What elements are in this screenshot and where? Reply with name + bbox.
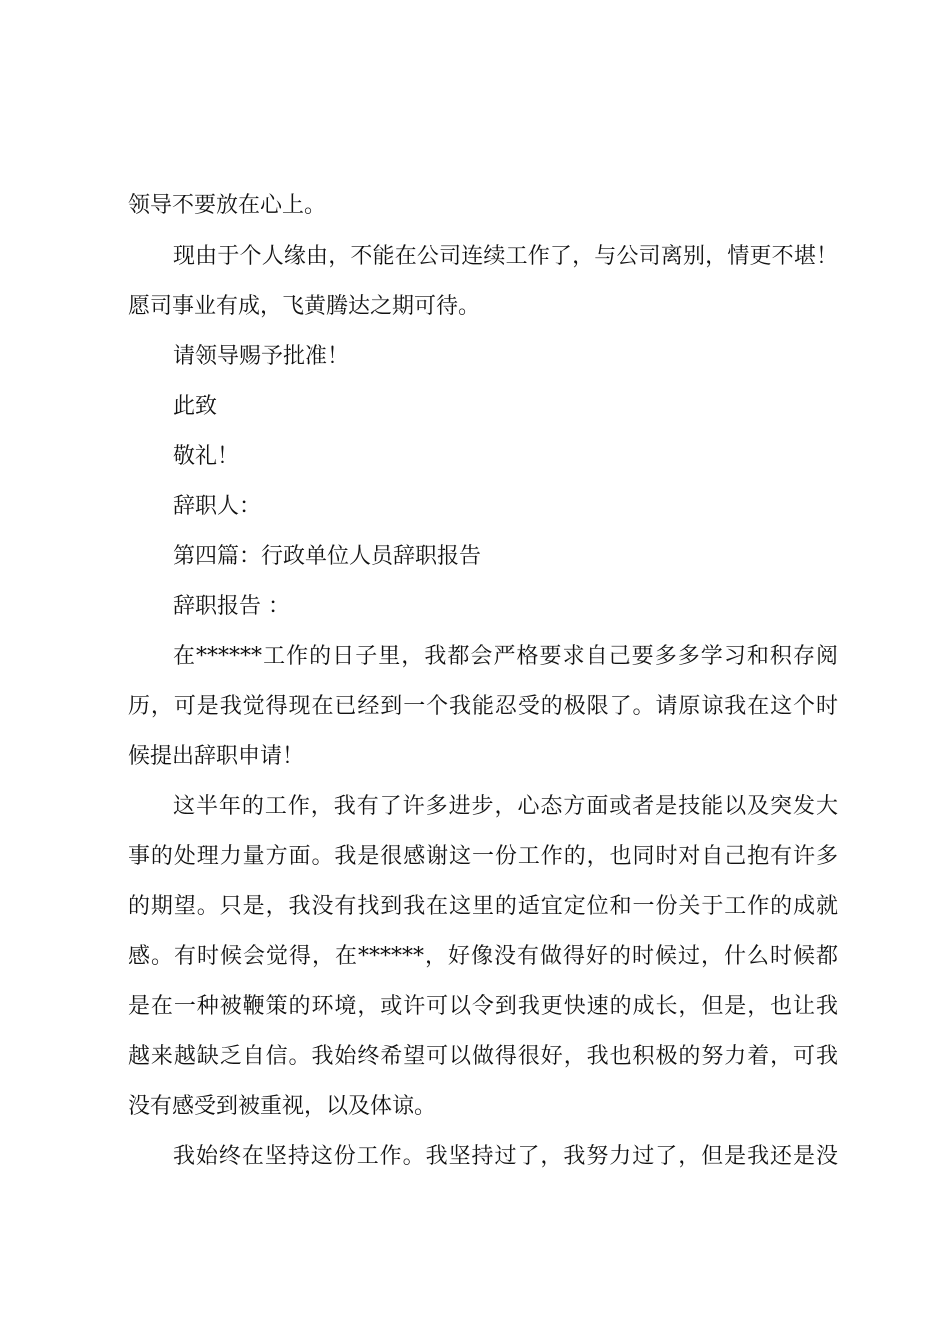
closing-line: 此致 — [173, 394, 218, 419]
report-title: 辞职报告 ： — [173, 594, 290, 619]
body-line: 我始终在坚持这份工作。我坚持过了，我努力过了，但是我还是没 — [173, 1144, 838, 1169]
body-line: 在******工作的日子里，我都会严格要求自己要多多学习和积存阅 — [173, 644, 838, 669]
closing-line: 敬礼！ — [173, 444, 240, 469]
body-line: 这半年的工作，我有了许多进步，心态方面或者是技能以及突发大 — [173, 794, 838, 819]
body-line: 的期望。只是，我没有找到我在这里的适宜定位和一份关于工作的成就 — [128, 894, 838, 919]
section-heading: 第四篇：行政单位人员辞职报告 — [173, 544, 482, 569]
body-line: 愿司事业有成，飞黄腾达之期可待。 — [128, 294, 481, 319]
signature-line: 辞职人： — [173, 494, 262, 519]
body-line: 越来越缺乏自信。我始终希望可以做得很好，我也积极的努力着，可我 — [128, 1044, 838, 1069]
body-line: 没有感受到被重视，以及体谅。 — [128, 1094, 437, 1119]
body-line: 领导不要放在心上。 — [128, 193, 327, 218]
body-line: 历，可是我觉得现在已经到一个我能忍受的极限了。请原谅我在这个时 — [128, 694, 838, 719]
body-line: 现由于个人缘由，不能在公司连续工作了，与公司离别，情更不堪！ — [173, 244, 838, 269]
body-line: 是在一种被鞭策的环境，或许可以令到我更快速的成长，但是，也让我 — [128, 994, 838, 1019]
body-line: 事的处理力量方面。我是很感谢这一份工作的，也同时对自己抱有许多 — [128, 844, 838, 869]
body-line: 候提出辞职申请！ — [128, 744, 305, 769]
body-line: 感。有时候会觉得，在******，好像没有做得好的时候过，什么时候都 — [128, 944, 838, 969]
body-line: 请领导赐予批准！ — [173, 344, 350, 369]
